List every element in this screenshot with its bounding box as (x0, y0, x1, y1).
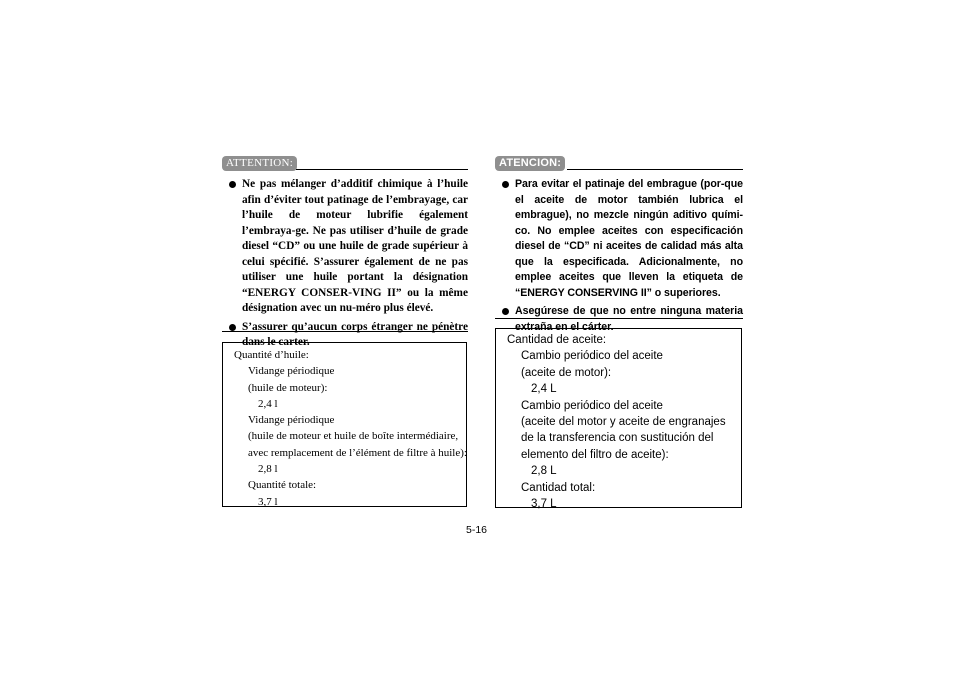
attention-section-fr (222, 154, 468, 351)
spec-line: Cantidad total: (521, 481, 596, 494)
spec-line: avec remplacement de l’élément de filtre à huile): (248, 446, 467, 459)
spec-value: 2,8 L (531, 465, 557, 478)
attention-header (495, 154, 743, 174)
bullet-icon (229, 181, 236, 188)
bullet-icon (229, 324, 236, 331)
warning-bullet-1 (222, 177, 468, 317)
spec-line: Vidange périodique (248, 414, 335, 427)
spec-value: 2,4 l (258, 397, 278, 410)
bullet-icon (502, 181, 509, 188)
warning-text: S’assurer qu’aucun corps étranger ne pénètre dans le carter. (242, 320, 468, 348)
spec-title: Cantidad de aceite: (507, 334, 607, 346)
section-end-divider (495, 318, 743, 319)
attention-label: ATTENTION: (222, 156, 297, 171)
spec-value: 3,7 l (258, 495, 278, 508)
spec-line: Vidange périodique (248, 365, 335, 378)
attention-section-es (495, 154, 743, 335)
spec-line: (aceite de motor): (521, 366, 612, 379)
bullet-icon (502, 308, 509, 315)
attention-header (222, 154, 468, 174)
attention-label: ATENCION: (495, 156, 565, 171)
section-end-divider (222, 331, 468, 332)
page-number: 5-16 (466, 524, 488, 536)
header-divider (296, 169, 468, 170)
warning-text: Asegúrese de que no entre ninguna materia extraña en el cárter. (515, 305, 743, 333)
spec-line: (aceite del motor y aceite de engranajes de la transferencia con sustitución del elemento del filtro de aceite): (521, 416, 726, 461)
oil-quantity-spec-box-fr (222, 342, 467, 507)
spec-title: Quantité d’huile: (234, 349, 309, 361)
spec-value: 2,8 l (258, 463, 278, 476)
spec-line: (huile de moteur et huile de boîte intermédiaire, (248, 430, 459, 443)
spec-value: 2,4 L (531, 383, 557, 396)
warning-text: Ne pas mélanger d’additif chimique à l’huile afin d’éviter tout patinage de l’embrayage, car l’huile de moteur lubrifie également l’embraya-ge. Ne pas utiliser d’huile de grade diesel “CD” ou une huile de grade supérieur à celui spécifié. S’assurer également de ne pas utiliser une huile portant la désignation “ENERGY CONSER-VING II” ou la même désignation avec un nu-méro plus élevé. (242, 178, 468, 314)
spec-line: Cambio periódico del aceite (521, 399, 663, 412)
spec-line: Cambio periódico del aceite (521, 350, 663, 363)
spec-value: 3,7 L (531, 498, 557, 511)
oil-quantity-spec-box-es (495, 328, 742, 511)
spec-line: Quantité totale: (248, 479, 317, 492)
warning-text: Para evitar el patinaje del embrague (por-que el aceite de motor también lubrica el embrague), no mezcle ningún aditivo quími-co. No emplee aceites con especificación diesel de “CD” ni aceites de calidad más alta que la especificada. Adicionalmente, no emplee aceites que lleven la etiqueta de “ENERGY CONSERVING II” o superiores. (515, 178, 743, 299)
header-divider (567, 169, 743, 170)
warning-bullet-1 (495, 177, 743, 301)
spec-line: (huile de moteur): (248, 381, 328, 394)
